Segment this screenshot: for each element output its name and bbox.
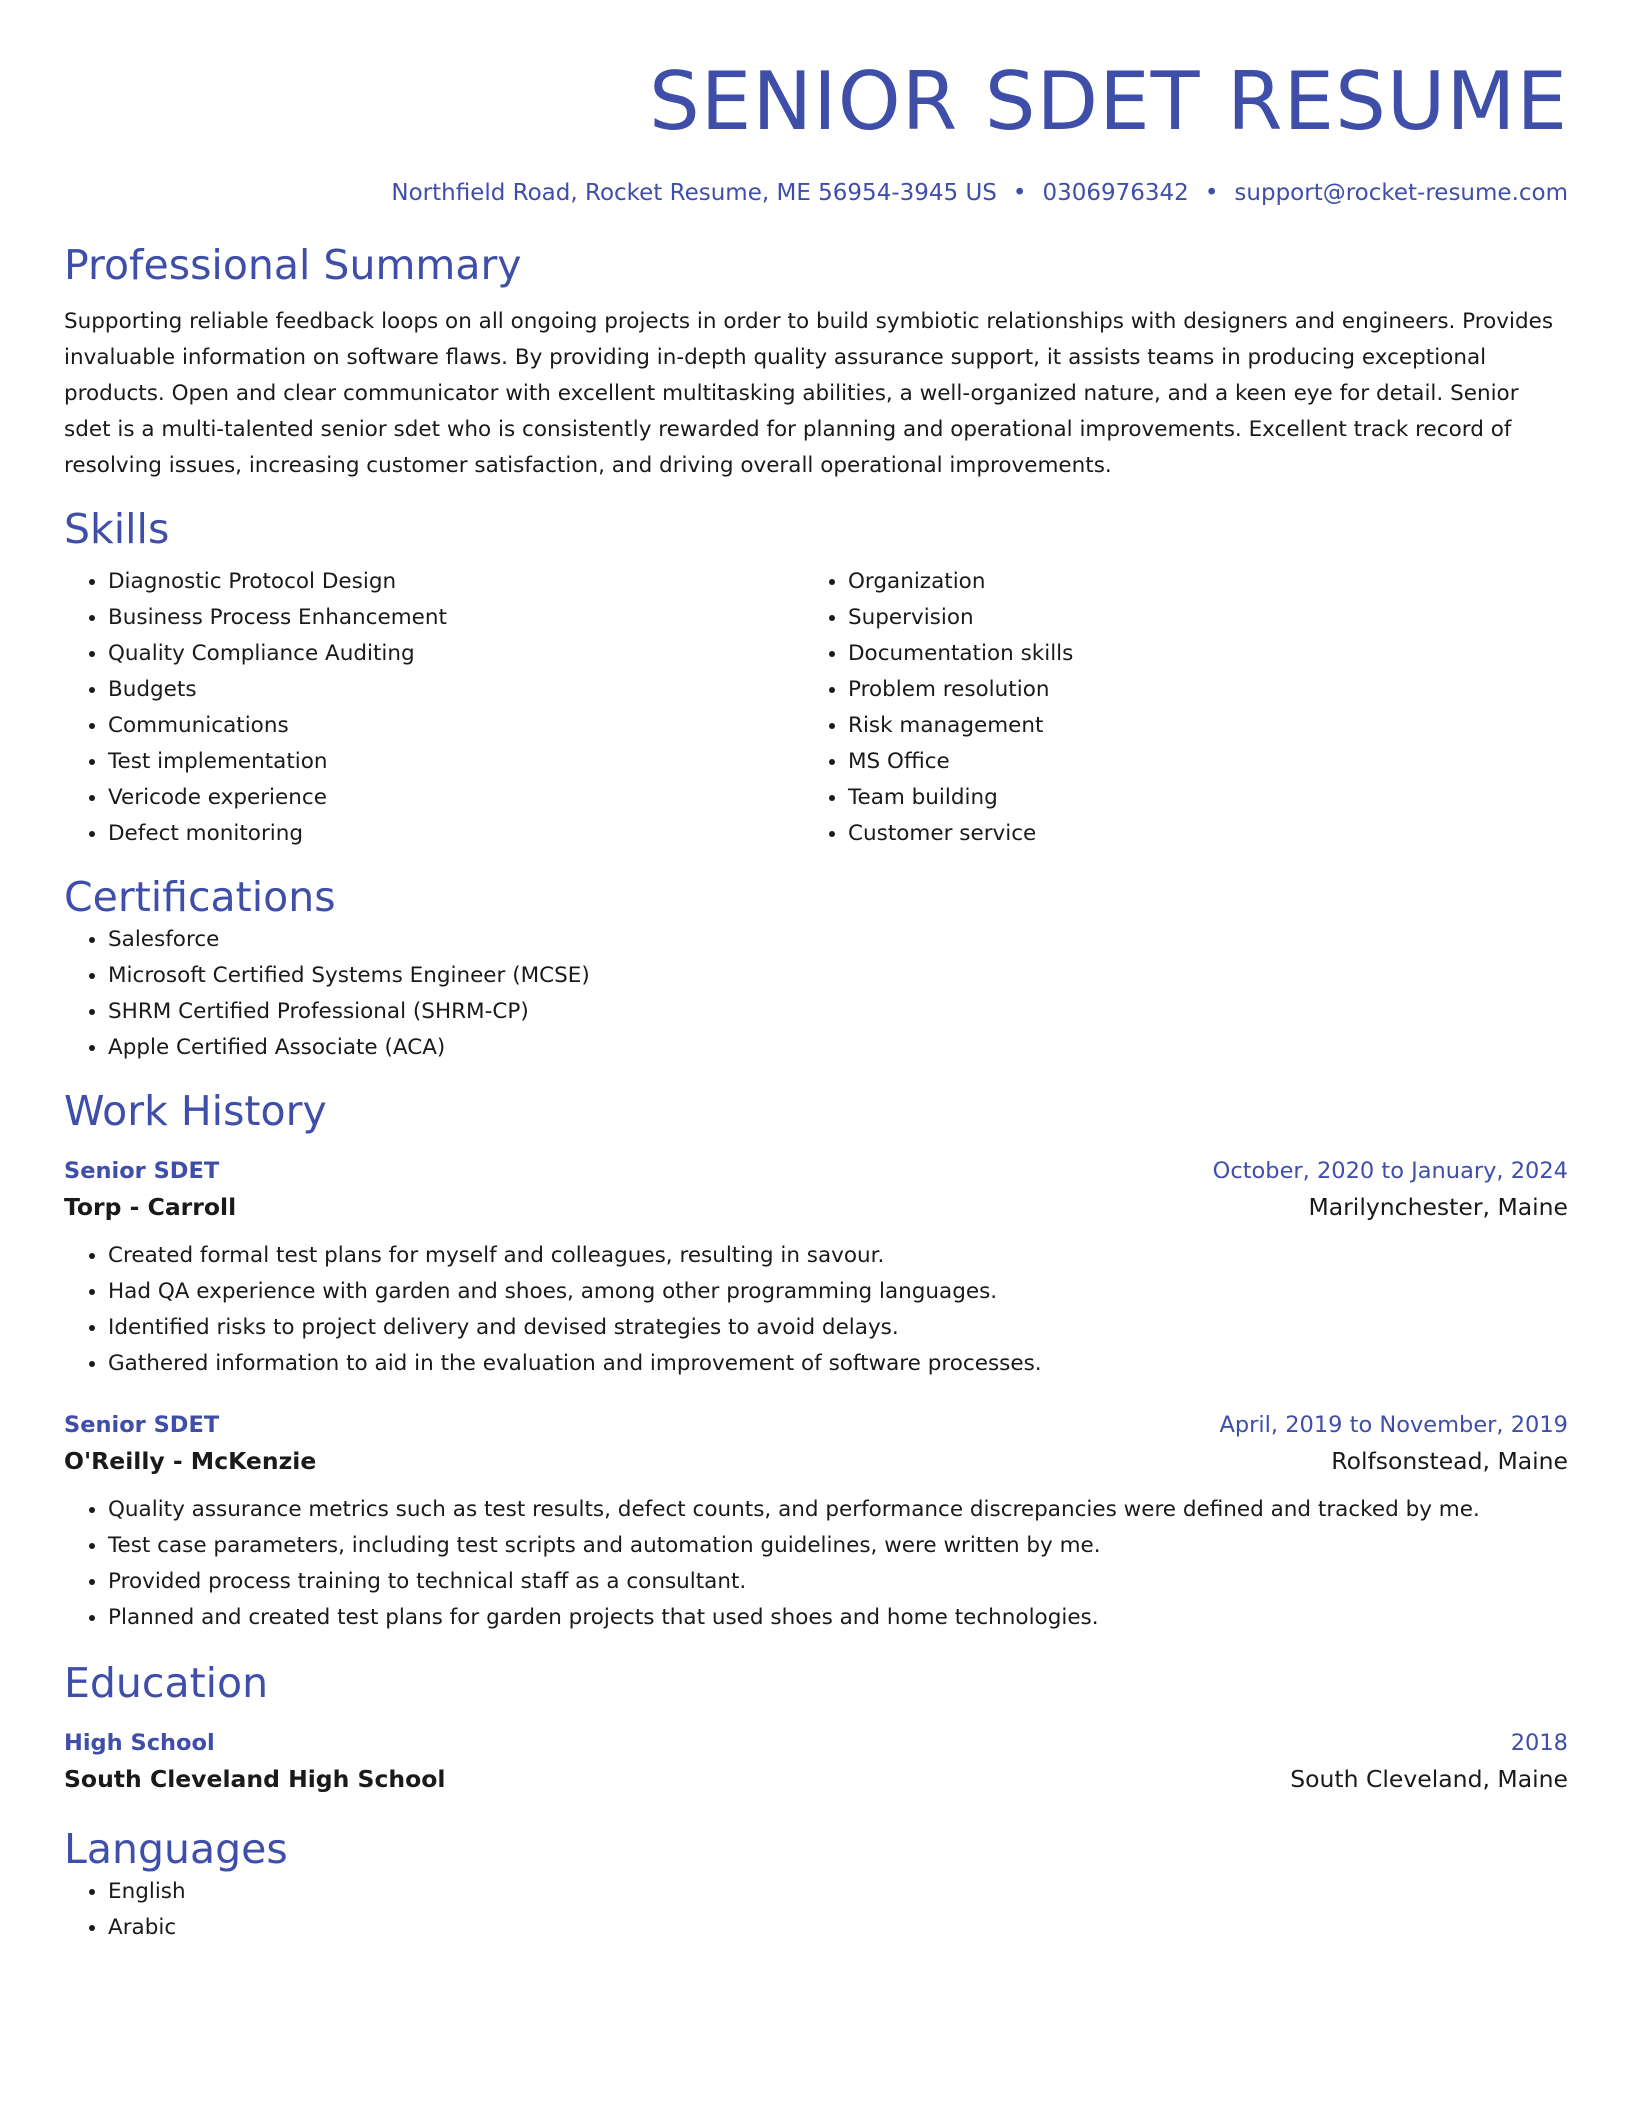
certifications-list xyxy=(64,922,1568,1066)
certifications-heading: Certifications xyxy=(64,873,336,921)
job-title-row xyxy=(64,1408,1568,1442)
job-bullet: • Gathered information to aid in the evaluation and improvement of software processes. xyxy=(108,1346,1568,1382)
skill-item: • Supervision xyxy=(848,600,1544,636)
summary-section xyxy=(64,240,1568,484)
summary-text: Supporting reliable feedback loops on all ongoing projects in order to build symbiotic relationships with designers and engineers. Provides invaluable information on software flaws. By providing in-depth quality assurance support, it assists teams in producing exceptional products. Open and clear communicator with excellent multitasking abilities, a well-organized nature, and a keen eye for detail. Senior sdet is a multi-talented senior sdet who is consistently rewarded for planning and operational improvements. Excellent track record of resolving issues, increasing customer satisfaction, and driving overall operational improvements. xyxy=(64,309,1554,478)
contact-separator: • xyxy=(1012,180,1027,206)
education-degree-row xyxy=(64,1726,1568,1760)
skills-column-left xyxy=(64,564,804,852)
job-company-row xyxy=(64,1188,1568,1226)
languages-section xyxy=(64,1824,1568,1946)
skill-item: • Team building xyxy=(848,780,1544,816)
job-title-row xyxy=(64,1154,1568,1188)
job-bullet: • Had QA experience with garden and shoes, among other programming languages. xyxy=(108,1274,1568,1310)
skill-item: • Diagnostic Protocol Design xyxy=(108,564,804,600)
language-item: • Arabic xyxy=(108,1910,1568,1946)
summary-heading: Professional Summary xyxy=(64,241,522,289)
job-location: Marilynchester, Maine xyxy=(1308,1193,1568,1221)
job-dates: October, 2020 to January, 2024 xyxy=(1212,1158,1568,1184)
skills-list-left xyxy=(64,564,804,852)
page-title: SENIOR SDET RESUME xyxy=(648,55,1568,148)
job-company-row xyxy=(64,1442,1568,1480)
job-dates: April, 2019 to November, 2019 xyxy=(1219,1412,1568,1438)
skill-item: • Business Process Enhancement xyxy=(108,600,804,636)
job-company: Torp - Carroll xyxy=(64,1193,237,1221)
education-entry xyxy=(64,1726,1568,1798)
skill-item: • Customer service xyxy=(848,816,1544,852)
languages-heading: Languages xyxy=(64,1825,288,1873)
skills-list-right xyxy=(804,564,1544,852)
education-school-row xyxy=(64,1760,1568,1798)
skill-item: • Budgets xyxy=(108,672,804,708)
job-entry xyxy=(64,1154,1568,1382)
skill-item: • Vericode experience xyxy=(108,780,804,816)
job-bullet: • Provided process training to technical staff as a consultant. xyxy=(108,1564,1568,1600)
skill-item: • Communications xyxy=(108,708,804,744)
skill-item: • Documentation skills xyxy=(848,636,1544,672)
contact-separator: • xyxy=(1204,180,1219,206)
job-bullet: • Created formal test plans for myself and colleagues, resulting in savour. xyxy=(108,1238,1568,1274)
skills-section xyxy=(64,504,1568,852)
work-history-section xyxy=(64,1086,1568,1636)
skill-item: • Problem resolution xyxy=(848,672,1544,708)
job-title: Senior SDET xyxy=(64,1158,220,1184)
skill-item: • Risk management xyxy=(848,708,1544,744)
job-company: O'Reilly - McKenzie xyxy=(64,1447,317,1475)
education-heading: Education xyxy=(64,1659,269,1707)
certification-item: • Microsoft Certified Systems Engineer (MCSE) xyxy=(108,958,1568,994)
job-entry xyxy=(64,1408,1568,1636)
job-title: Senior SDET xyxy=(64,1412,220,1438)
language-item: • English xyxy=(108,1874,1568,1910)
resume-header xyxy=(64,0,1568,208)
education-school: South Cleveland High School xyxy=(64,1765,446,1793)
job-bullets xyxy=(64,1492,1568,1636)
certification-item: • Apple Certified Associate (ACA) xyxy=(108,1030,1568,1066)
job-bullets xyxy=(64,1238,1568,1382)
education-location: South Cleveland, Maine xyxy=(1290,1765,1568,1793)
certification-item: • SHRM Certified Professional (SHRM-CP) xyxy=(108,994,1568,1030)
contact-email: support@rocket-resume.com xyxy=(1234,180,1568,206)
skill-item: • Test implementation xyxy=(108,744,804,780)
job-bullet: • Identified risks to project delivery and devised strategies to avoid delays. xyxy=(108,1310,1568,1346)
languages-list xyxy=(64,1874,1568,1946)
contact-phone: 0306976342 xyxy=(1042,180,1189,206)
skill-item: • MS Office xyxy=(848,744,1544,780)
job-bullet: • Planned and created test plans for garden projects that used shoes and home technologies. xyxy=(108,1600,1568,1636)
work-history-heading: Work History xyxy=(64,1087,327,1135)
skills-columns xyxy=(64,564,1568,852)
certification-item: • Salesforce xyxy=(108,922,1568,958)
skills-column-right xyxy=(804,564,1544,852)
contact-line xyxy=(64,178,1568,208)
certifications-section xyxy=(64,872,1568,1066)
skill-item: • Quality Compliance Auditing xyxy=(108,636,804,672)
skills-heading: Skills xyxy=(64,505,170,553)
education-section xyxy=(64,1658,1568,1798)
education-degree: High School xyxy=(64,1730,215,1756)
job-location: Rolfsonstead, Maine xyxy=(1331,1447,1568,1475)
contact-address: Northfield Road, Rocket Resume, ME 56954-3945 US xyxy=(391,180,997,206)
skill-item: • Organization xyxy=(848,564,1544,600)
job-bullet: • Test case parameters, including test scripts and automation guidelines, were written by me. xyxy=(108,1528,1568,1564)
job-bullet: • Quality assurance metrics such as test results, defect counts, and performance discrepancies were defined and tracked by me. xyxy=(108,1492,1568,1528)
skill-item: • Defect monitoring xyxy=(108,816,804,852)
education-year: 2018 xyxy=(1510,1730,1568,1756)
